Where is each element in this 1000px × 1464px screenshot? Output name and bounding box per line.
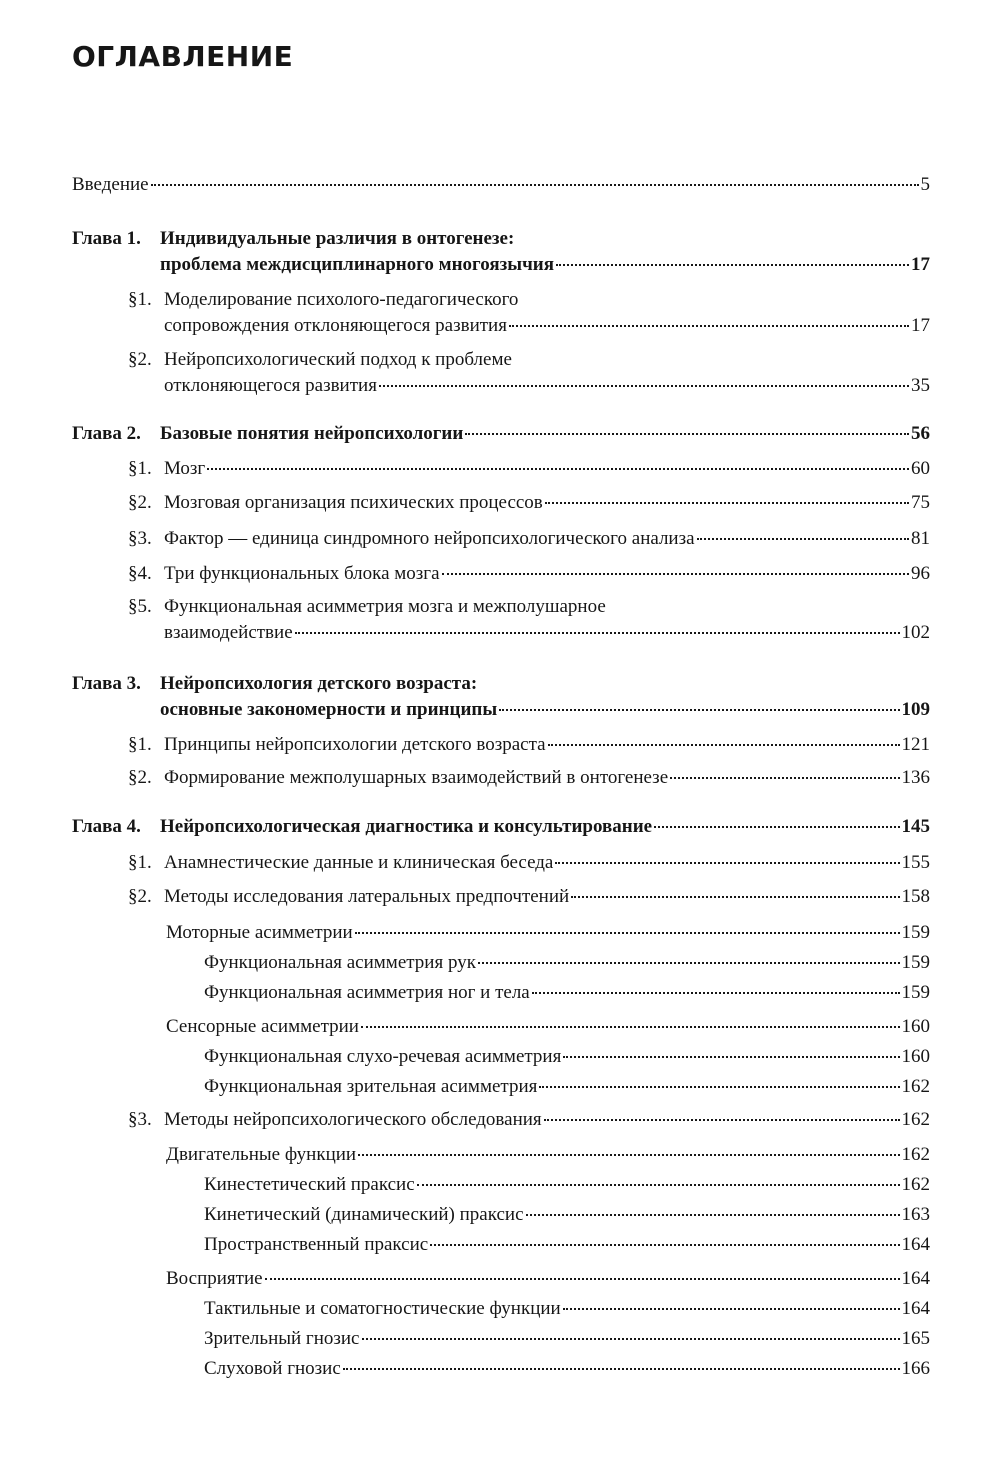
page-number: 164 <box>901 1234 930 1255</box>
page-number: 17 <box>911 254 930 275</box>
entry-title: Методы нейропсихологического обследования <box>164 1109 542 1130</box>
page-number: 155 <box>901 852 930 873</box>
page-number: 164 <box>901 1298 930 1319</box>
page-number: 35 <box>911 375 930 396</box>
leader-dots <box>555 862 899 864</box>
toc-entry-auditory-gnosis[interactable] <box>204 1356 930 1382</box>
toc-entry-ch4-section-1[interactable] <box>128 850 930 876</box>
page-number: 121 <box>901 734 930 755</box>
toc-entry-visual-asymmetry[interactable] <box>204 1074 930 1100</box>
page-number: 163 <box>901 1204 930 1225</box>
page-number: 60 <box>911 458 930 479</box>
toc-entry-chapter-4[interactable] <box>72 814 930 840</box>
toc-entry-intro[interactable] <box>72 172 930 198</box>
leader-dots <box>362 1338 900 1340</box>
entry-title: Сенсорные асимметрии <box>166 1016 359 1037</box>
entry-title: Кинетический (динамический) праксис <box>204 1204 524 1225</box>
entry-title: Восприятие <box>166 1268 263 1289</box>
leader-dots <box>526 1214 900 1216</box>
entry-title: Тактильные и соматогностические функции <box>204 1298 561 1319</box>
leader-dots <box>417 1184 900 1186</box>
entry-title-line1: Функциональная асимметрия мозга и межполушарное <box>164 596 606 617</box>
leader-dots <box>465 433 909 435</box>
toc-heading: ОГЛАВЛЕНИЕ <box>72 40 294 73</box>
page-number: 17 <box>911 315 930 336</box>
page-number: 159 <box>901 952 930 973</box>
page-number: 162 <box>901 1076 930 1097</box>
section-number: §2. <box>128 886 152 907</box>
entry-title-line1: Моделирование психолого-педагогического <box>164 289 519 310</box>
toc-entry-hands-asymmetry[interactable] <box>204 950 930 976</box>
page-number: 164 <box>901 1268 930 1289</box>
leader-dots <box>379 385 909 387</box>
toc-entry-ch2-section-3[interactable] <box>128 526 930 552</box>
entry-title: Мозговая организация психических процессов <box>164 492 543 513</box>
page-number: 162 <box>901 1174 930 1195</box>
entry-title: Формирование межполушарных взаимодействий в онтогенезе <box>164 767 669 788</box>
section-number: §3. <box>128 1109 152 1130</box>
toc-entry-spatial-praxis[interactable] <box>204 1232 930 1258</box>
leader-dots <box>151 184 919 186</box>
toc-entry-ch2-section-4[interactable] <box>128 561 930 587</box>
chapter-number: Глава 2. <box>72 423 141 444</box>
page-number: 159 <box>901 982 930 1003</box>
leader-dots <box>343 1368 900 1370</box>
toc-entry-kinetic-praxis[interactable] <box>204 1202 930 1228</box>
entry-title: Функциональная слухо-речевая асимметрия <box>204 1046 562 1067</box>
section-number: §1. <box>128 289 152 310</box>
page-number: 102 <box>901 622 930 643</box>
leader-dots <box>358 1154 899 1156</box>
leader-dots <box>361 1026 900 1028</box>
leader-dots <box>509 325 909 327</box>
leader-dots <box>355 932 900 934</box>
section-number: §4. <box>128 563 152 584</box>
toc-entry-sensory-asymmetry[interactable] <box>166 1014 930 1040</box>
entry-title: Функциональная асимметрия ног и тела <box>204 982 530 1003</box>
section-number: §1. <box>128 852 152 873</box>
entry-title: Мозг <box>164 458 206 479</box>
entry-title: Нейропсихологическая диагностика и консультирование <box>160 816 653 837</box>
page-number: 165 <box>901 1328 930 1349</box>
leader-dots <box>670 777 899 779</box>
entry-title: Принципы нейропсихологии детского возраста <box>164 734 546 755</box>
toc-entry-legs-asymmetry[interactable] <box>204 980 930 1006</box>
leader-dots <box>295 632 900 634</box>
entry-title-line2: отклоняющегося развития <box>164 375 377 396</box>
entry-title: Пространственный праксис <box>204 1234 429 1255</box>
entry-title-line1: Индивидуальные различия в онтогенезе: <box>160 228 515 249</box>
leader-dots <box>265 1278 900 1280</box>
leader-dots <box>532 992 900 994</box>
page-number: 159 <box>901 922 930 943</box>
toc-entry-perception[interactable] <box>166 1266 930 1292</box>
entry-title-line2: проблема междисциплинарного многоязычия <box>160 254 555 275</box>
page-number: 162 <box>901 1109 930 1130</box>
toc-entry-ch4-section-3[interactable] <box>128 1107 930 1133</box>
section-number: §3. <box>128 528 152 549</box>
section-number: §2. <box>128 767 152 788</box>
section-number: §1. <box>128 734 152 755</box>
entry-title: Слуховой гнозис <box>204 1358 341 1379</box>
leader-dots <box>563 1056 899 1058</box>
leader-dots <box>539 1086 899 1088</box>
entry-title-line1: Нейропсихология детского возраста: <box>160 673 478 694</box>
page-number: 75 <box>911 492 930 513</box>
entry-title-line2: основные закономерности и принципы <box>160 699 498 720</box>
page-number: 160 <box>901 1016 930 1037</box>
page-number: 145 <box>901 816 930 837</box>
toc-entry-ch2-section-1[interactable] <box>128 456 930 482</box>
leader-dots <box>478 962 900 964</box>
toc-entry-motor-asymmetry[interactable] <box>166 920 930 946</box>
toc-entry-chapter-3[interactable] <box>72 671 930 723</box>
page-number: 160 <box>901 1046 930 1067</box>
chapter-number: Глава 3. <box>72 673 141 694</box>
toc-entry-visual-gnosis[interactable] <box>204 1326 930 1352</box>
entry-title: Зрительный гнозис <box>204 1328 360 1349</box>
toc-entry-ch3-section-2[interactable] <box>128 765 930 791</box>
toc-entry-ch1-section-1[interactable] <box>128 287 930 339</box>
entry-title: Функциональная зрительная асимметрия <box>204 1076 538 1097</box>
leader-dots <box>442 573 909 575</box>
page-number: 5 <box>920 174 930 195</box>
leader-dots <box>499 709 899 711</box>
leader-dots <box>563 1308 900 1310</box>
toc-entry-ch2-section-2[interactable] <box>128 490 930 516</box>
leader-dots <box>207 468 909 470</box>
page-number: 56 <box>911 423 930 444</box>
toc-entry-chapter-1[interactable] <box>72 226 930 278</box>
leader-dots <box>545 502 909 504</box>
entry-title: Кинестетический праксис <box>204 1174 415 1195</box>
entry-title: Три функциональных блока мозга <box>164 563 440 584</box>
entry-title: Фактор — единица синдромного нейропсихологического анализа <box>164 528 695 549</box>
chapter-number: Глава 4. <box>72 816 141 837</box>
entry-title: Моторные асимметрии <box>166 922 353 943</box>
leader-dots <box>548 744 900 746</box>
entry-title: Функциональная асимметрия рук <box>204 952 476 973</box>
entry-title: Анамнестические данные и клиническая беседа <box>164 852 554 873</box>
page-number: 109 <box>901 699 930 720</box>
chapter-number: Глава 1. <box>72 228 141 249</box>
entry-title-line2: сопровождения отклоняющегося развития <box>164 315 507 336</box>
leader-dots <box>697 538 909 540</box>
page-number: 158 <box>901 886 930 907</box>
page-number: 96 <box>911 563 930 584</box>
toc-entry-ch4-section-2[interactable] <box>128 884 930 910</box>
entry-title: Двигательные функции <box>166 1144 357 1165</box>
section-number: §5. <box>128 596 152 617</box>
entry-title: Методы исследования латеральных предпочтений <box>164 886 570 907</box>
entry-title-line2: взаимодействие <box>164 622 293 643</box>
leader-dots <box>556 264 909 266</box>
toc-entry-ch2-section-5[interactable] <box>128 594 930 646</box>
leader-dots <box>571 896 899 898</box>
entry-title-line1: Нейропсихологический подход к проблеме <box>164 349 512 370</box>
section-number: §1. <box>128 458 152 479</box>
section-number: §2. <box>128 492 152 513</box>
entry-title: Введение <box>72 174 149 195</box>
toc-entry-ch1-section-2[interactable] <box>128 347 930 399</box>
toc-entry-kinesthetic-praxis[interactable] <box>204 1172 930 1198</box>
toc-entry-chapter-2[interactable] <box>72 421 930 447</box>
leader-dots <box>654 826 899 828</box>
page-number: 162 <box>901 1144 930 1165</box>
leader-dots <box>544 1119 900 1121</box>
page-number: 136 <box>901 767 930 788</box>
page-number: 166 <box>901 1358 930 1379</box>
toc-entry-motor-functions[interactable] <box>166 1142 930 1168</box>
toc-entry-audio-speech-asymmetry[interactable] <box>204 1044 930 1070</box>
section-number: §2. <box>128 349 152 370</box>
page-number: 81 <box>911 528 930 549</box>
entry-title: Базовые понятия нейропсихологии <box>160 423 464 444</box>
toc-entry-tactile-functions[interactable] <box>204 1296 930 1322</box>
toc-entry-ch3-section-1[interactable] <box>128 732 930 758</box>
leader-dots <box>430 1244 899 1246</box>
